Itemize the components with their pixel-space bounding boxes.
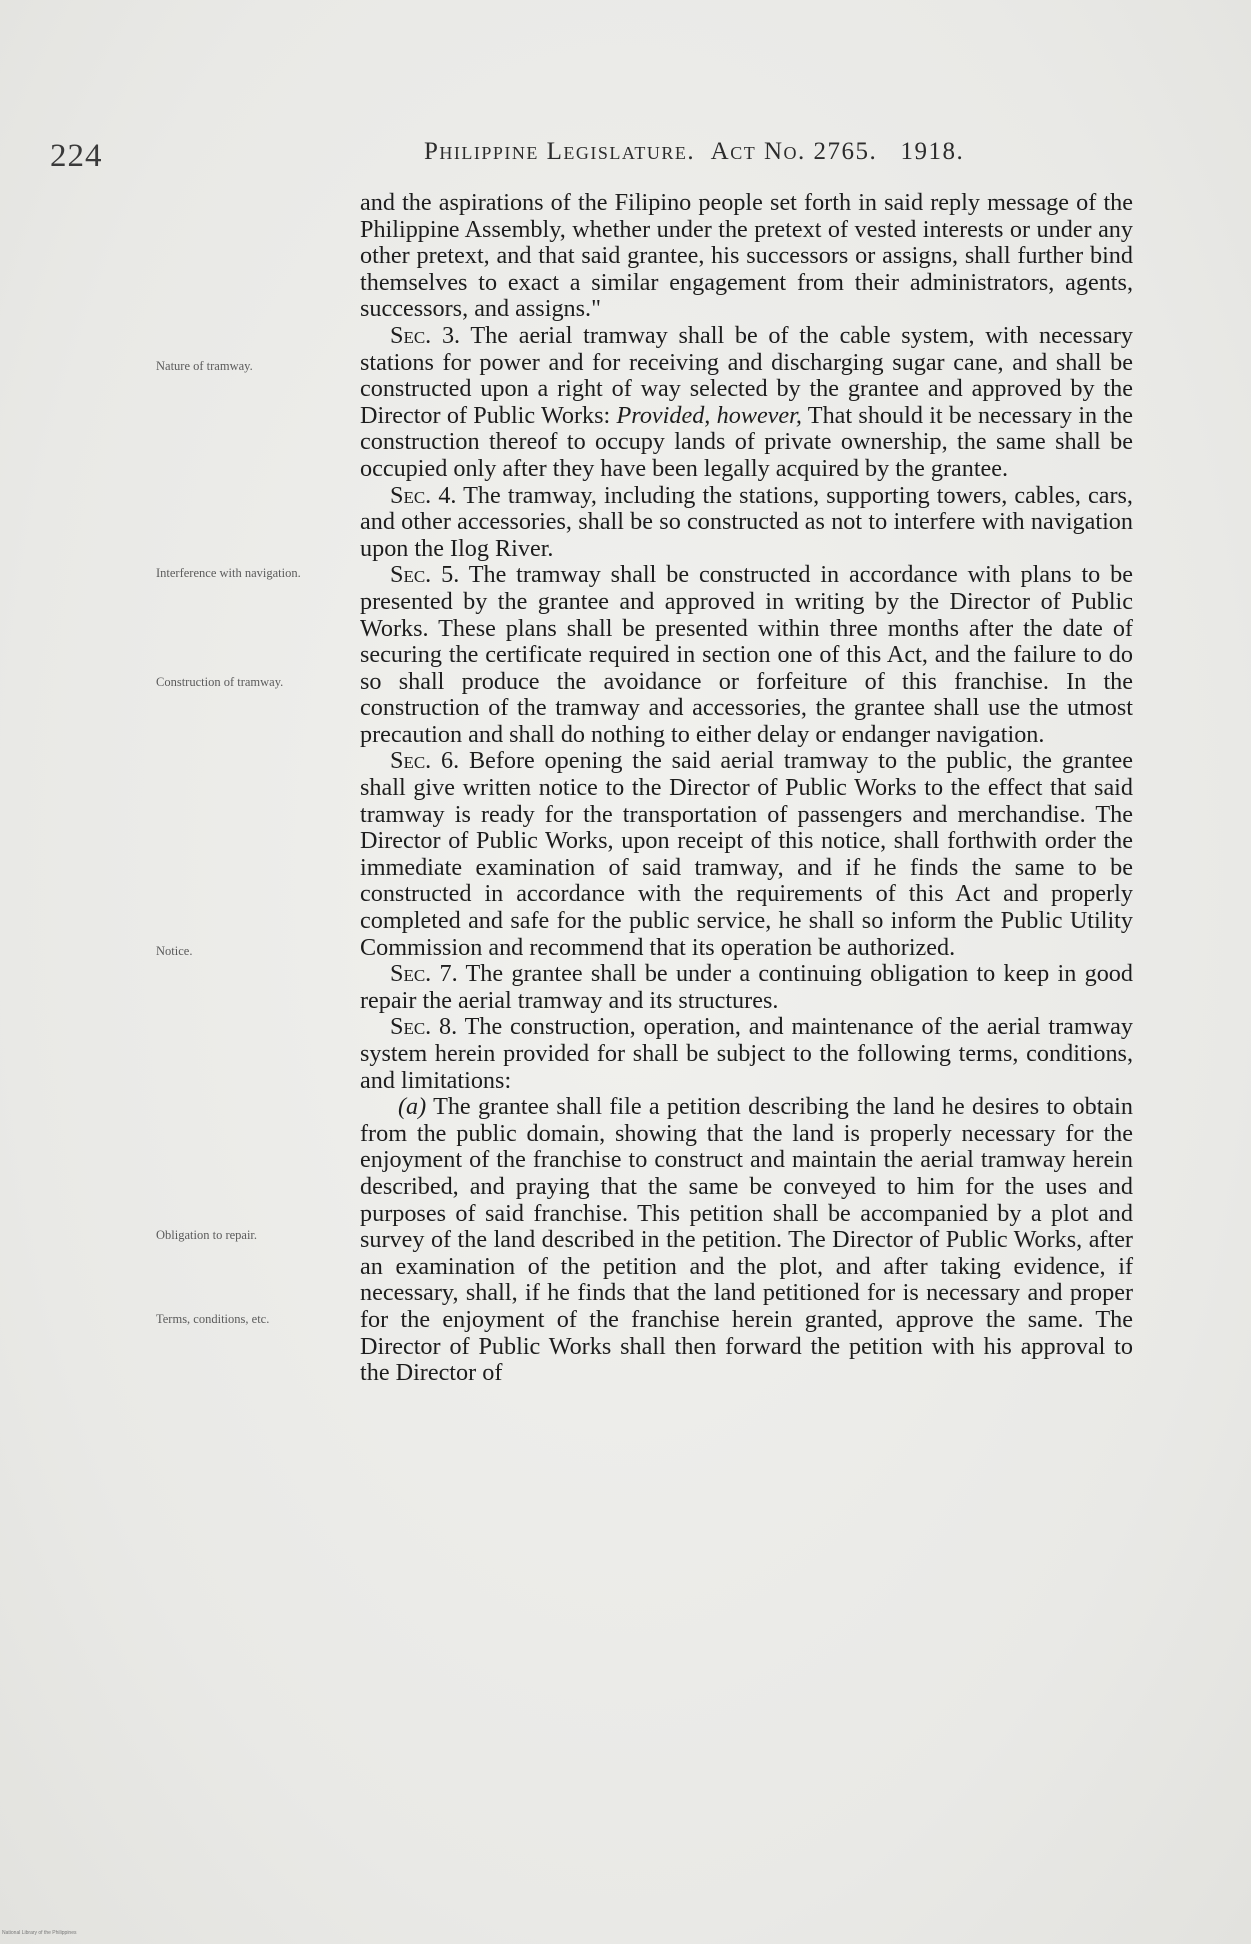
section-8-text: The construction, operation, and maintenance of the aerial tramway system herein provided for shall be subject to the following terms, conditions, and limitations: [360, 1013, 1133, 1094]
section-3-proviso: Provided, however, [616, 401, 802, 429]
margin-note-construction: Construction of tramway. [156, 675, 284, 689]
body-text [360, 190, 1133, 1387]
year: 1918. [900, 138, 965, 165]
page-number: 224 [50, 138, 103, 174]
section-3-text-b: That should it be necessary in the construction thereof to occupy lands of private ownership, the same shall be occupied only after they have been legally acquired by the grantee. [360, 401, 1133, 482]
section-5 [360, 562, 1133, 748]
section-4-text: The tramway, including the stations, supporting towers, cables, cars, and other accessories, shall be so constructed as not to interfere with navigation upon the Ilog River. [360, 481, 1133, 562]
margin-note-obligation: Obligation to repair. [156, 1228, 258, 1242]
paragraph-continuation: and the aspirations of the Filipino people set forth in said reply message of the Philippine Assembly, whether under the pretext of vested interests or under any other pretext, and that said grantee, his successors or assigns, shall further bind themselves to exact a similar engagement from their administrators, agents, successors, and assigns." [360, 189, 1133, 323]
footer-watermark: National Library of the Philippines [2, 1930, 77, 1936]
section-4-label: Sec. 4. [390, 481, 457, 509]
section-7 [360, 961, 1133, 1014]
section-6 [360, 748, 1133, 961]
section-3-text-a: The aerial tramway shall be of the cable system, with necessary stations for power and for receiving and discharging sugar cane, and shall be constructed upon a right of way selected by the grantee and approved by the Director of Public Works: [360, 321, 1133, 429]
section-8 [360, 1014, 1133, 1094]
section-7-text: The grantee shall be under a continuing obligation to keep in good repair the aerial tramway and its structures. [360, 960, 1133, 1014]
section-3 [360, 323, 1133, 483]
running-head [424, 138, 964, 166]
section-5-label: Sec. 5. [390, 561, 460, 589]
margin-note-interference: Interference with navigation. [156, 566, 301, 580]
section-3-label: Sec. 3. [390, 321, 461, 349]
section-6-label: Sec. 6. [390, 747, 460, 775]
section-8-a-text: The grantee shall file a petition describing the land he desires to obtain from the public domain, showing that the land is properly necessary for the enjoyment of the franchise to construct and maintain the aerial tramway herein described, and praying that the same be conveyed to him for the uses and purposes of said franchise. This petition shall be accompanied by a plot and survey of the land described in the petition. The Director of Public Works, after an examination of the petition and the plot, and after taking evidence, if necessary, shall, if he finds that the land petitioned for is necessary and proper for the enjoyment of the franchise herein granted, approve the same. The Director of Public Works shall then forward the petition with his approval to the Director of [360, 1093, 1133, 1387]
section-8-label: Sec. 8. [390, 1013, 458, 1041]
margin-note-notice: Notice. [156, 944, 193, 958]
act-number: Act No. 2765. [710, 138, 878, 165]
section-7-label: Sec. 7. [390, 960, 458, 988]
section-5-text: The tramway shall be constructed in accordance with plans to be presented by the grantee and approved in writing by the Director of Public Works. These plans shall be presented within three months after the date of securing the certificate required in section one of this Act, and the failure to do so shall produce the avoidance or forfeiture of this franchise. In the construction of the tramway and accessories, the grantee shall use the utmost precaution and shall do nothing to either delay or endanger navigation. [360, 561, 1133, 748]
section-8-a [360, 1094, 1133, 1387]
section-6-text: Before opening the said aerial tramway to the public, the grantee shall give written notice to the Director of Public Works to the effect that said tramway is ready for the transportation of passengers and merchandise. The Director of Public Works, upon receipt of this notice, shall forthwith order the immediate examination of said tramway, and if he finds the same to be constructed in accordance with the requirements of this Act and properly completed and safe for the public service, he shall so inform the Public Utility Commission and recommend that its operation be authorized. [360, 747, 1133, 961]
section-4 [360, 483, 1133, 563]
margin-note-nature: Nature of tramway. [156, 359, 253, 373]
running-title: Philippine Legislature. [424, 138, 696, 165]
section-8-a-label: (a) [398, 1093, 427, 1121]
margin-note-terms: Terms, conditions, etc. [156, 1312, 270, 1326]
